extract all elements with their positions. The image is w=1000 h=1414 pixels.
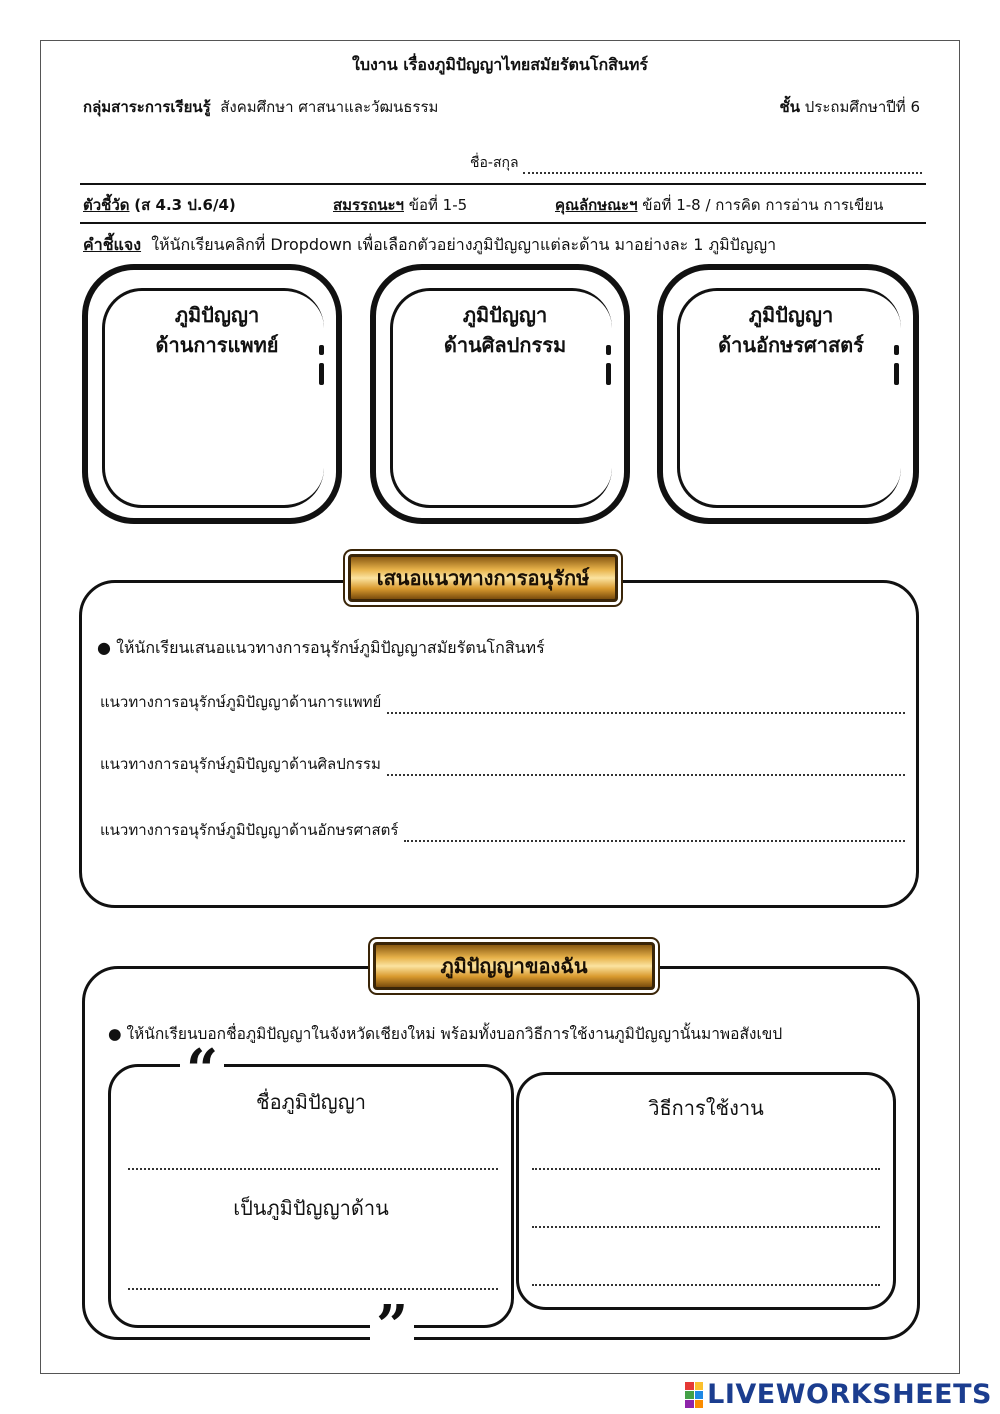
wisdom-type-label: เป็นภูมิปัญญาด้าน	[233, 1196, 389, 1220]
conservation-panel	[79, 580, 919, 908]
indicator-value: (ส 4.3 ป.6/4)	[134, 196, 236, 214]
divider-top	[80, 183, 926, 185]
usage-field-3[interactable]	[532, 1284, 880, 1286]
conservation-literature-field[interactable]	[404, 826, 905, 842]
bullet-icon: ●	[97, 638, 111, 657]
student-name-row	[470, 152, 922, 174]
logo-mark-icon	[685, 1382, 703, 1408]
conservation-line-arts	[100, 752, 905, 776]
indicator-label: ตัวชี้วัด	[83, 196, 130, 214]
usage-field-2[interactable]	[532, 1226, 880, 1228]
conservation-line-literature-label: แนวทางการอนุรักษ์ภูมิปัญญาด้านอักษรศาสตร์	[100, 821, 399, 839]
conservation-line-arts-label: แนวทางการอนุรักษ์ภูมิปัญญาด้านศิลปกรรม	[100, 755, 381, 773]
my-wisdom-banner: ภูมิปัญญาของฉัน	[373, 942, 655, 990]
wisdom-box-medicine-line2: ด้านการแพทย์	[155, 333, 279, 357]
conservation-line-literature	[100, 818, 905, 842]
competency-value: ข้อที่ 1-5	[408, 196, 468, 214]
close-quote-icon: ”	[370, 1306, 414, 1346]
indicator	[83, 193, 236, 217]
competency	[333, 193, 467, 217]
wisdom-box-literature-line1: ภูมิปัญญา	[748, 303, 834, 327]
wisdom-box-arts-line2: ด้านศิลปกรรม	[443, 333, 567, 357]
wisdom-dropdown-medicine[interactable]	[82, 264, 342, 524]
open-quote-icon: “	[180, 1050, 224, 1090]
subject-group	[83, 95, 438, 119]
wisdom-dropdown-literature[interactable]	[657, 264, 919, 524]
wisdom-name-label: ชื่อภูมิปัญญา	[256, 1090, 366, 1114]
conservation-line-medicine-label: แนวทางการอนุรักษ์ภูมิปัญญาด้านการแพทย์	[100, 693, 382, 711]
wisdom-box-arts-line1: ภูมิปัญญา	[462, 303, 548, 327]
competency-label: สมรรถนะฯ	[333, 196, 404, 214]
character	[555, 193, 883, 217]
wisdom-box-literature-line2: ด้านอักษรศาสตร์	[718, 333, 864, 357]
name-label: ชื่อ-สกุล	[470, 155, 519, 171]
liveworksheets-logo	[685, 1379, 992, 1410]
grade-level	[780, 95, 920, 119]
subject-label: กลุ่มสาระการเรียนรู้	[83, 98, 211, 116]
divider-bottom	[80, 222, 926, 224]
subject-value: สังคมศึกษา ศาสนาและวัฒนธรรม	[220, 98, 439, 116]
instruction	[83, 233, 776, 258]
conservation-medicine-field[interactable]	[387, 698, 905, 714]
conservation-bullet-text: ให้นักเรียนเสนอแนวทางการอนุรักษ์ภูมิปัญญาสมัยรัตนโกสินทร์	[116, 638, 545, 657]
grade-value: ประถมศึกษาปีที่ 6	[804, 98, 920, 116]
name-field[interactable]	[523, 158, 922, 174]
conservation-bullet	[97, 636, 545, 661]
wisdom-box-medicine-line1: ภูมิปัญญา	[174, 303, 260, 327]
grade-label: ชั้น	[779, 98, 800, 116]
wisdom-type-field[interactable]	[128, 1288, 498, 1290]
wisdom-dropdown-arts[interactable]	[370, 264, 630, 524]
my-wisdom-bullet-text: ให้นักเรียนบอกชื่อภูมิปัญญาในจังหวัดเชียงใหม่ พร้อมทั้งบอกวิธีการใช้งานภูมิปัญญานั้นมาพอสังเขป	[126, 1025, 783, 1043]
character-label: คุณลักษณะฯ	[555, 196, 638, 214]
character-value: ข้อที่ 1-8 / การคิด การอ่าน การเขียน	[642, 196, 884, 214]
instruction-label: คำชี้แจง	[83, 235, 142, 254]
bullet-icon: ●	[108, 1025, 122, 1043]
logo-text: LIVEWORKSHEETS	[707, 1379, 992, 1410]
conservation-line-medicine	[100, 690, 905, 714]
conservation-banner: เสนอแนวทางการอนุรักษ์	[348, 554, 618, 602]
usage-field-1[interactable]	[532, 1168, 880, 1170]
wisdom-name-field[interactable]	[128, 1168, 498, 1170]
conservation-arts-field[interactable]	[387, 760, 905, 776]
usage-label: วิธีการใช้งาน	[648, 1096, 764, 1120]
worksheet-title: ใบงาน เรื่องภูมิปัญญาไทยสมัยรัตนโกสินทร์	[352, 55, 648, 74]
instruction-text: ให้นักเรียนคลิกที่ Dropdown เพื่อเลือกตัวอย่างภูมิปัญญาแต่ละด้าน มาอย่างละ 1 ภูมิปัญญา	[151, 235, 777, 254]
